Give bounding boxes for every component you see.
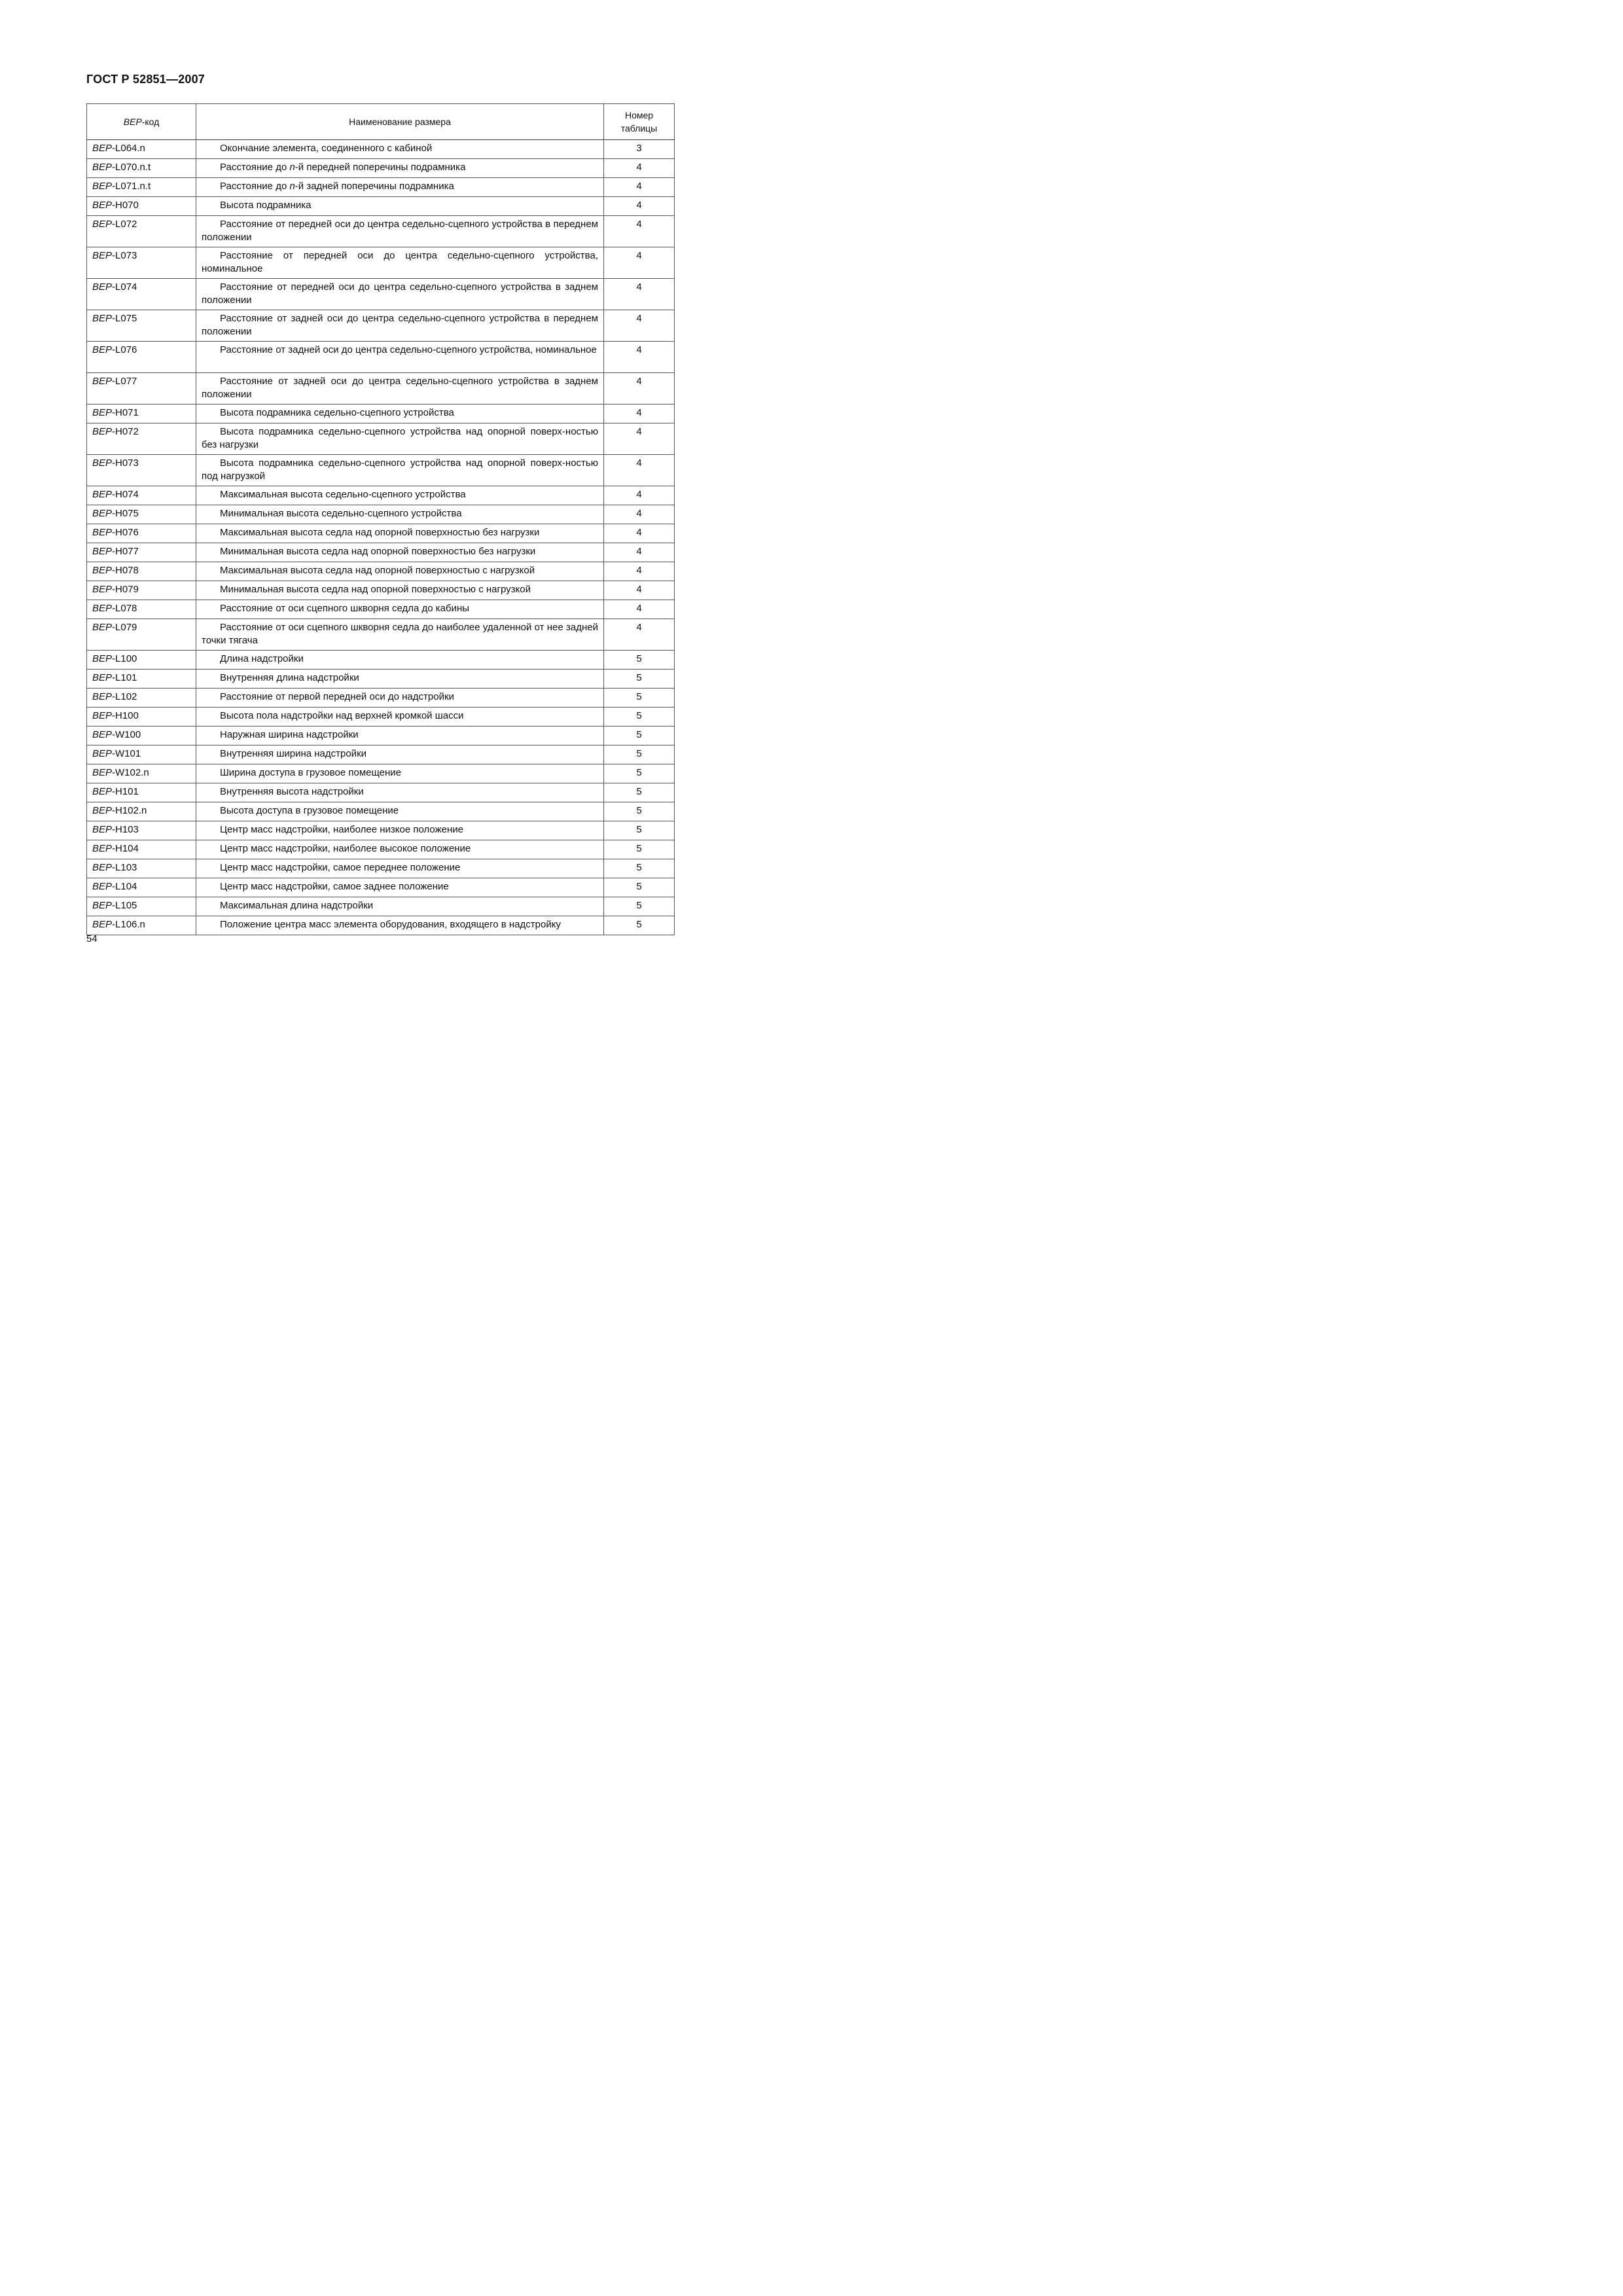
row-code: BEP-H072 xyxy=(87,423,196,455)
row-table-number: 5 xyxy=(604,726,675,745)
row-code: BEP-L103 xyxy=(87,859,196,878)
dimensions-table xyxy=(86,103,675,935)
row-name xyxy=(196,505,604,524)
row-table-number: 4 xyxy=(604,562,675,581)
header-table-number: Номер таблицы xyxy=(604,104,675,140)
row-name-text: Минимальная высота седла над опорной поверхностью без нагрузки xyxy=(220,546,536,557)
row-name xyxy=(196,783,604,802)
row-code: BEP-L073 xyxy=(87,247,196,279)
table-row xyxy=(87,310,675,342)
table-row xyxy=(87,859,675,878)
table-row xyxy=(87,726,675,745)
table-row xyxy=(87,581,675,600)
row-name-text: Высота пола надстройки над верхней кромкой шасси xyxy=(220,710,464,721)
row-table-number: 4 xyxy=(604,159,675,178)
row-code: BEP-L101 xyxy=(87,670,196,689)
row-name-text: Высота подрамника xyxy=(220,200,312,211)
row-table-number: 4 xyxy=(604,600,675,619)
row-name-text: Высота подрамника седельно-сцепного устройства над опорной поверх-ностью под нагрузкой xyxy=(202,457,598,482)
table-row xyxy=(87,821,675,840)
row-name-text: Максимальная высота седла над опорной поверхностью с нагрузкой xyxy=(220,565,535,576)
row-code: BEP-H071 xyxy=(87,404,196,423)
row-name-text: Расстояние от оси сцепного шкворня седла до кабины xyxy=(220,603,470,614)
table-row xyxy=(87,486,675,505)
row-name xyxy=(196,178,604,197)
row-table-number: 5 xyxy=(604,651,675,670)
row-name-text: Высота доступа в грузовое помещение xyxy=(220,805,399,816)
page-number: 54 xyxy=(86,933,98,944)
row-name-text: Расстояние до n-й передней поперечины подрамника xyxy=(220,162,466,173)
table-row xyxy=(87,764,675,783)
table-header-row xyxy=(87,104,675,140)
row-table-number: 5 xyxy=(604,783,675,802)
row-table-number: 4 xyxy=(604,310,675,342)
row-table-number: 4 xyxy=(604,619,675,651)
row-name-text: Расстояние от передней оси до центра седельно-сцепного устройства в переднем положении xyxy=(202,219,598,243)
row-name xyxy=(196,486,604,505)
row-code: BEP-H075 xyxy=(87,505,196,524)
row-name xyxy=(196,821,604,840)
row-table-number: 5 xyxy=(604,689,675,708)
table-row xyxy=(87,651,675,670)
row-code: BEP-L106.n xyxy=(87,916,196,935)
row-name xyxy=(196,216,604,247)
row-name xyxy=(196,455,604,486)
row-name-text: Расстояние от задней оси до центра седельно-сцепного устройства, номинальное xyxy=(220,344,597,355)
row-table-number: 4 xyxy=(604,342,675,373)
table-row xyxy=(87,279,675,310)
row-name-text: Внутренняя ширина надстройки xyxy=(220,748,367,759)
row-code: BEP-L100 xyxy=(87,651,196,670)
header-code: BEP-код xyxy=(87,104,196,140)
row-code: BEP-H101 xyxy=(87,783,196,802)
row-code: BEP-H074 xyxy=(87,486,196,505)
row-name xyxy=(196,764,604,783)
table-row xyxy=(87,840,675,859)
row-name xyxy=(196,840,604,859)
row-name-text: Расстояние до n-й задней поперечины подрамника xyxy=(220,181,454,192)
table-row xyxy=(87,178,675,197)
row-table-number: 4 xyxy=(604,524,675,543)
row-code: BEP-L075 xyxy=(87,310,196,342)
row-table-number: 4 xyxy=(604,543,675,562)
row-table-number: 4 xyxy=(604,247,675,279)
row-name-text: Расстояние от задней оси до центра седельно-сцепного устройства в заднем положении xyxy=(202,376,598,400)
row-code: BEP-W102.n xyxy=(87,764,196,783)
row-table-number: 4 xyxy=(604,197,675,216)
table-row xyxy=(87,897,675,916)
row-code: BEP-H103 xyxy=(87,821,196,840)
table-row xyxy=(87,802,675,821)
row-name-text: Центр масс надстройки, самое переднее положение xyxy=(220,862,461,873)
table-row xyxy=(87,689,675,708)
row-name xyxy=(196,745,604,764)
row-table-number: 5 xyxy=(604,670,675,689)
row-name-text: Расстояние от задней оси до центра седельно-сцепного устройства в переднем положении xyxy=(202,313,598,337)
row-table-number: 4 xyxy=(604,581,675,600)
row-code: BEP-L076 xyxy=(87,342,196,373)
table-row xyxy=(87,159,675,178)
row-name-text: Ширина доступа в грузовое помещение xyxy=(220,767,402,778)
row-code: BEP-W100 xyxy=(87,726,196,745)
row-code: BEP-H076 xyxy=(87,524,196,543)
row-code: BEP-H100 xyxy=(87,708,196,726)
row-name-text: Расстояние от передней оси до центра седельно-сцепного устройства, номинальное xyxy=(202,250,598,274)
row-name xyxy=(196,310,604,342)
row-table-number: 3 xyxy=(604,140,675,159)
row-name xyxy=(196,600,604,619)
row-name-text: Максимальная длина надстройки xyxy=(220,900,374,911)
table-row xyxy=(87,373,675,404)
row-name xyxy=(196,651,604,670)
row-code: BEP-H077 xyxy=(87,543,196,562)
table-row xyxy=(87,455,675,486)
row-table-number: 4 xyxy=(604,486,675,505)
row-table-number: 4 xyxy=(604,279,675,310)
row-name-text: Центр масс надстройки, наиболее низкое положение xyxy=(220,824,463,835)
row-name-text: Высота подрамника седельно-сцепного устройства xyxy=(220,407,454,418)
row-name xyxy=(196,689,604,708)
row-name xyxy=(196,916,604,935)
row-code: BEP-L079 xyxy=(87,619,196,651)
row-name xyxy=(196,726,604,745)
row-name-text: Расстояние от первой передней оси до надстройки xyxy=(220,691,454,702)
row-name-text: Длина надстройки xyxy=(220,653,304,664)
row-code: BEP-W101 xyxy=(87,745,196,764)
row-name-text: Центр масс надстройки, самое заднее положение xyxy=(220,881,449,892)
table-row xyxy=(87,543,675,562)
row-code: BEP-L105 xyxy=(87,897,196,916)
document-header: ГОСТ Р 52851—2007 xyxy=(86,73,205,86)
row-table-number: 4 xyxy=(604,505,675,524)
row-name-text: Высота подрамника седельно-сцепного устройства над опорной поверх-ностью без нагрузки xyxy=(202,426,598,450)
row-table-number: 5 xyxy=(604,840,675,859)
row-code: BEP-L071.n.t xyxy=(87,178,196,197)
row-table-number: 4 xyxy=(604,373,675,404)
table-row xyxy=(87,216,675,247)
row-name xyxy=(196,159,604,178)
row-code: BEP-H073 xyxy=(87,455,196,486)
row-table-number: 4 xyxy=(604,404,675,423)
table-row xyxy=(87,562,675,581)
row-name xyxy=(196,581,604,600)
row-name xyxy=(196,247,604,279)
row-table-number: 5 xyxy=(604,764,675,783)
row-name-text: Наружная ширина надстройки xyxy=(220,729,359,740)
row-name xyxy=(196,373,604,404)
row-table-number: 5 xyxy=(604,821,675,840)
row-name xyxy=(196,562,604,581)
row-table-number: 4 xyxy=(604,423,675,455)
row-code: BEP-H079 xyxy=(87,581,196,600)
row-table-number: 5 xyxy=(604,802,675,821)
table-row xyxy=(87,140,675,159)
row-name xyxy=(196,859,604,878)
row-code: BEP-L074 xyxy=(87,279,196,310)
table-row xyxy=(87,423,675,455)
row-table-number: 4 xyxy=(604,455,675,486)
row-table-number: 4 xyxy=(604,216,675,247)
table-row xyxy=(87,247,675,279)
table-row xyxy=(87,197,675,216)
row-name xyxy=(196,404,604,423)
row-name xyxy=(196,708,604,726)
row-name-text: Минимальная высота седельно-сцепного устройства xyxy=(220,508,462,519)
table-row xyxy=(87,600,675,619)
row-name xyxy=(196,423,604,455)
row-table-number: 5 xyxy=(604,878,675,897)
table-row xyxy=(87,404,675,423)
row-name-text: Окончание элемента, соединенного с кабиной xyxy=(220,143,433,154)
row-name-text: Внутренняя высота надстройки xyxy=(220,786,364,797)
row-code: BEP-L078 xyxy=(87,600,196,619)
row-code: BEP-L072 xyxy=(87,216,196,247)
row-name xyxy=(196,543,604,562)
row-name xyxy=(196,802,604,821)
table-row xyxy=(87,342,675,373)
row-name xyxy=(196,619,604,651)
row-code: BEP-L102 xyxy=(87,689,196,708)
row-code: BEP-H070 xyxy=(87,197,196,216)
row-name xyxy=(196,197,604,216)
row-table-number: 5 xyxy=(604,916,675,935)
table-row xyxy=(87,524,675,543)
row-name-text: Расстояние от оси сцепного шкворня седла до наиболее удаленной от нее задней точки тягача xyxy=(202,622,598,646)
row-code: BEP-L064.n xyxy=(87,140,196,159)
row-name-text: Расстояние от передней оси до центра седельно-сцепного устройства в заднем положении xyxy=(202,281,598,306)
row-name-text: Центр масс надстройки, наиболее высокое положение xyxy=(220,843,471,854)
header-name: Наименование размера xyxy=(196,104,604,140)
row-name-text: Внутренняя длина надстройки xyxy=(220,672,359,683)
row-table-number: 5 xyxy=(604,745,675,764)
table-row xyxy=(87,708,675,726)
table-row xyxy=(87,878,675,897)
row-code: BEP-L070.n.t xyxy=(87,159,196,178)
row-code: BEP-H102.n xyxy=(87,802,196,821)
row-name xyxy=(196,670,604,689)
row-name xyxy=(196,140,604,159)
row-table-number: 4 xyxy=(604,178,675,197)
table-row xyxy=(87,916,675,935)
row-name xyxy=(196,524,604,543)
row-table-number: 5 xyxy=(604,897,675,916)
table-row xyxy=(87,745,675,764)
row-table-number: 5 xyxy=(604,708,675,726)
row-name-text: Положение центра масс элемента оборудования, входящего в надстройку xyxy=(220,919,561,930)
row-name-text: Максимальная высота седла над опорной поверхностью без нагрузки xyxy=(220,527,540,538)
row-name-text: Максимальная высота седельно-сцепного устройства xyxy=(220,489,466,500)
row-name xyxy=(196,342,604,373)
row-code: BEP-H078 xyxy=(87,562,196,581)
row-name xyxy=(196,878,604,897)
table-row xyxy=(87,619,675,651)
row-code: BEP-L077 xyxy=(87,373,196,404)
row-name xyxy=(196,279,604,310)
row-name-text: Минимальная высота седла над опорной поверхностью с нагрузкой xyxy=(220,584,531,595)
row-code: BEP-H104 xyxy=(87,840,196,859)
row-code: BEP-L104 xyxy=(87,878,196,897)
table-row xyxy=(87,783,675,802)
table-row xyxy=(87,670,675,689)
table-row xyxy=(87,505,675,524)
row-table-number: 5 xyxy=(604,859,675,878)
row-name xyxy=(196,897,604,916)
